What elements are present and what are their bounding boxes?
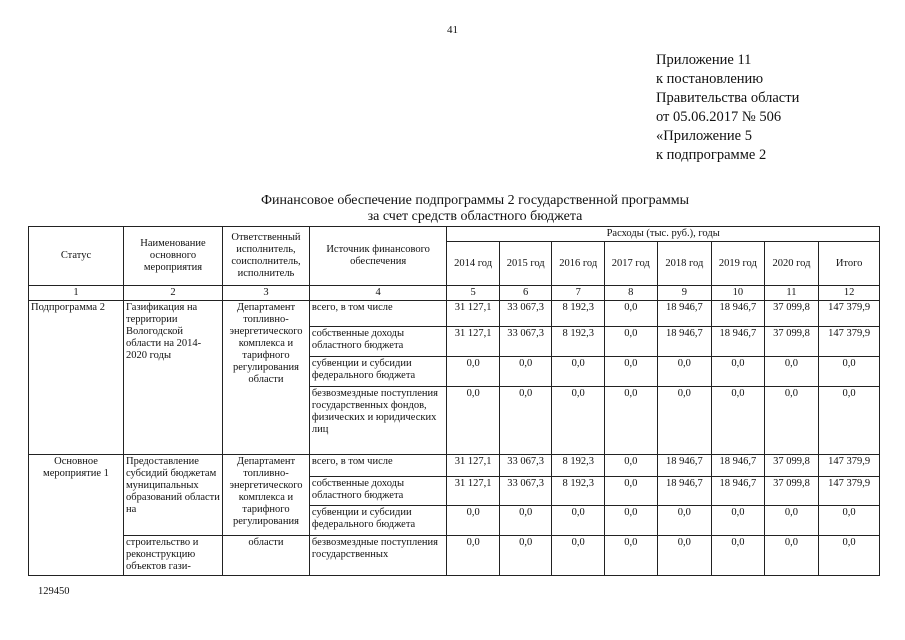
- source-cell: безвозмездные поступления государственных: [309, 536, 446, 576]
- value-cell: 0,0: [657, 536, 712, 576]
- header-year: 2020 год: [764, 242, 819, 286]
- annex-line: от 05.06.2017 № 506: [656, 109, 782, 125]
- measure-name-cell: строительство и реконструкцию объектов гази-: [123, 536, 222, 576]
- column-number: 1: [29, 286, 124, 301]
- value-cell: 18 946,7: [712, 301, 765, 327]
- header-expenses: Расходы (тыс. руб.), годы: [447, 227, 880, 242]
- source-cell: всего, в том числе: [309, 301, 446, 327]
- column-number: 2: [123, 286, 222, 301]
- column-number: 4: [309, 286, 446, 301]
- value-cell: 0,0: [499, 506, 552, 536]
- value-cell: 31 127,1: [447, 301, 500, 327]
- title-line: Финансовое обеспечение подпрограммы 2 государственной программы: [260, 193, 690, 208]
- value-cell: 0,0: [819, 506, 880, 536]
- value-cell: 33 067,3: [499, 455, 552, 477]
- header-status: Статус: [29, 227, 124, 286]
- value-cell: 8 192,3: [552, 301, 605, 327]
- value-cell: 33 067,3: [499, 301, 552, 327]
- annex-block: [656, 51, 799, 165]
- source-cell: безвозмездные поступления государственных фондов, физических и юридических лиц: [309, 387, 446, 455]
- measure-name-cell: Предоставление субсидий бюджетам муниципальных образований области на: [123, 455, 222, 536]
- source-cell: собственные доходы областного бюджета: [309, 327, 446, 357]
- value-cell: 0,0: [819, 357, 880, 387]
- value-cell: 8 192,3: [552, 327, 605, 357]
- header-name: Наименование основного мероприятия: [123, 227, 222, 286]
- value-cell: 33 067,3: [499, 327, 552, 357]
- value-cell: 18 946,7: [712, 327, 765, 357]
- value-cell: 0,0: [657, 357, 712, 387]
- annex-line: к подпрограмме 2: [656, 147, 767, 163]
- value-cell: 0,0: [605, 301, 658, 327]
- value-cell: 0,0: [552, 536, 605, 576]
- column-number: 10: [712, 286, 765, 301]
- table-row: [29, 455, 880, 477]
- value-cell: 0,0: [657, 506, 712, 536]
- header-year: 2017 год: [605, 242, 658, 286]
- value-cell: 0,0: [764, 357, 819, 387]
- footer-code: 129450: [38, 586, 70, 597]
- source-cell: всего, в том числе: [309, 455, 446, 477]
- budget-table: [28, 226, 880, 576]
- value-cell: 8 192,3: [552, 455, 605, 477]
- value-cell: 0,0: [764, 387, 819, 455]
- document-title: [150, 193, 800, 225]
- value-cell: 0,0: [552, 357, 605, 387]
- column-number: 11: [764, 286, 819, 301]
- header-year: 2018 год: [657, 242, 712, 286]
- annex-line: Приложение 11: [656, 52, 752, 68]
- annex-line: «Приложение 5: [656, 128, 752, 144]
- value-cell: 0,0: [605, 477, 658, 506]
- value-cell: 31 127,1: [447, 327, 500, 357]
- value-cell: 0,0: [447, 357, 500, 387]
- annex-line: к постановлению: [656, 71, 764, 87]
- source-cell: субвенции и субсидии федерального бюджета: [309, 357, 446, 387]
- column-number: 3: [223, 286, 310, 301]
- value-cell: 31 127,1: [447, 455, 500, 477]
- value-cell: 8 192,3: [552, 477, 605, 506]
- value-cell: 147 379,9: [819, 301, 880, 327]
- table-row: [29, 536, 880, 576]
- value-cell: 37 099,8: [764, 301, 819, 327]
- status-cell: Основное мероприятие 1: [29, 455, 124, 576]
- column-number: 6: [499, 286, 552, 301]
- value-cell: 0,0: [499, 536, 552, 576]
- value-cell: 0,0: [605, 536, 658, 576]
- value-cell: 0,0: [657, 387, 712, 455]
- value-cell: 0,0: [605, 506, 658, 536]
- value-cell: 0,0: [552, 387, 605, 455]
- responsible-cell: Департамент топливно-энергетического комплекса и тарифного регулирования: [223, 455, 310, 536]
- value-cell: 0,0: [605, 327, 658, 357]
- page-number: 41: [447, 24, 458, 36]
- header-responsible: Ответственный исполнитель, соисполнитель, исполнитель: [223, 227, 310, 286]
- value-cell: 31 127,1: [447, 477, 500, 506]
- value-cell: 0,0: [764, 536, 819, 576]
- header-source: Источник финансового обеспечения: [309, 227, 446, 286]
- responsible-cell: Департамент топливно-энергетического комплекса и тарифного регулирования области: [223, 301, 310, 455]
- value-cell: 18 946,7: [657, 477, 712, 506]
- header-year: 2019 год: [712, 242, 765, 286]
- value-cell: 0,0: [819, 536, 880, 576]
- source-cell: собственные доходы областного бюджета: [309, 477, 446, 506]
- value-cell: 0,0: [605, 387, 658, 455]
- value-cell: 33 067,3: [499, 477, 552, 506]
- value-cell: 147 379,9: [819, 455, 880, 477]
- title-line: за счет средств областного бюджета: [367, 209, 583, 224]
- responsible-cell: области: [223, 536, 310, 576]
- status-cell: Подпрограмма 2: [29, 301, 124, 455]
- header-year: 2014 год: [447, 242, 500, 286]
- value-cell: 0,0: [499, 357, 552, 387]
- value-cell: 18 946,7: [712, 477, 765, 506]
- table-row: [29, 301, 880, 327]
- annex-line: Правительства области: [656, 90, 800, 106]
- source-cell: субвенции и субсидии федерального бюджета: [309, 506, 446, 536]
- value-cell: 0,0: [712, 506, 765, 536]
- value-cell: 147 379,9: [819, 477, 880, 506]
- value-cell: 0,0: [605, 455, 658, 477]
- value-cell: 18 946,7: [657, 327, 712, 357]
- column-number: 7: [552, 286, 605, 301]
- value-cell: 37 099,8: [764, 477, 819, 506]
- value-cell: 0,0: [499, 387, 552, 455]
- value-cell: 0,0: [447, 387, 500, 455]
- column-number: 12: [819, 286, 880, 301]
- value-cell: 37 099,8: [764, 327, 819, 357]
- column-number: 5: [447, 286, 500, 301]
- value-cell: 18 946,7: [657, 301, 712, 327]
- header-year: 2015 год: [499, 242, 552, 286]
- value-cell: 37 099,8: [764, 455, 819, 477]
- column-number: 9: [657, 286, 712, 301]
- value-cell: 18 946,7: [712, 455, 765, 477]
- measure-name-cell: Газификация на территории Вологодской области на 2014-2020 годы: [123, 301, 222, 455]
- header-year: 2016 год: [552, 242, 605, 286]
- value-cell: 18 946,7: [657, 455, 712, 477]
- header-total: Итого: [819, 242, 880, 286]
- value-cell: 0,0: [764, 506, 819, 536]
- value-cell: 0,0: [712, 536, 765, 576]
- column-number: 8: [605, 286, 658, 301]
- value-cell: 0,0: [552, 506, 605, 536]
- value-cell: 0,0: [605, 357, 658, 387]
- value-cell: 0,0: [447, 536, 500, 576]
- value-cell: 147 379,9: [819, 327, 880, 357]
- value-cell: 0,0: [712, 387, 765, 455]
- value-cell: 0,0: [712, 357, 765, 387]
- value-cell: 0,0: [447, 506, 500, 536]
- value-cell: 0,0: [819, 387, 880, 455]
